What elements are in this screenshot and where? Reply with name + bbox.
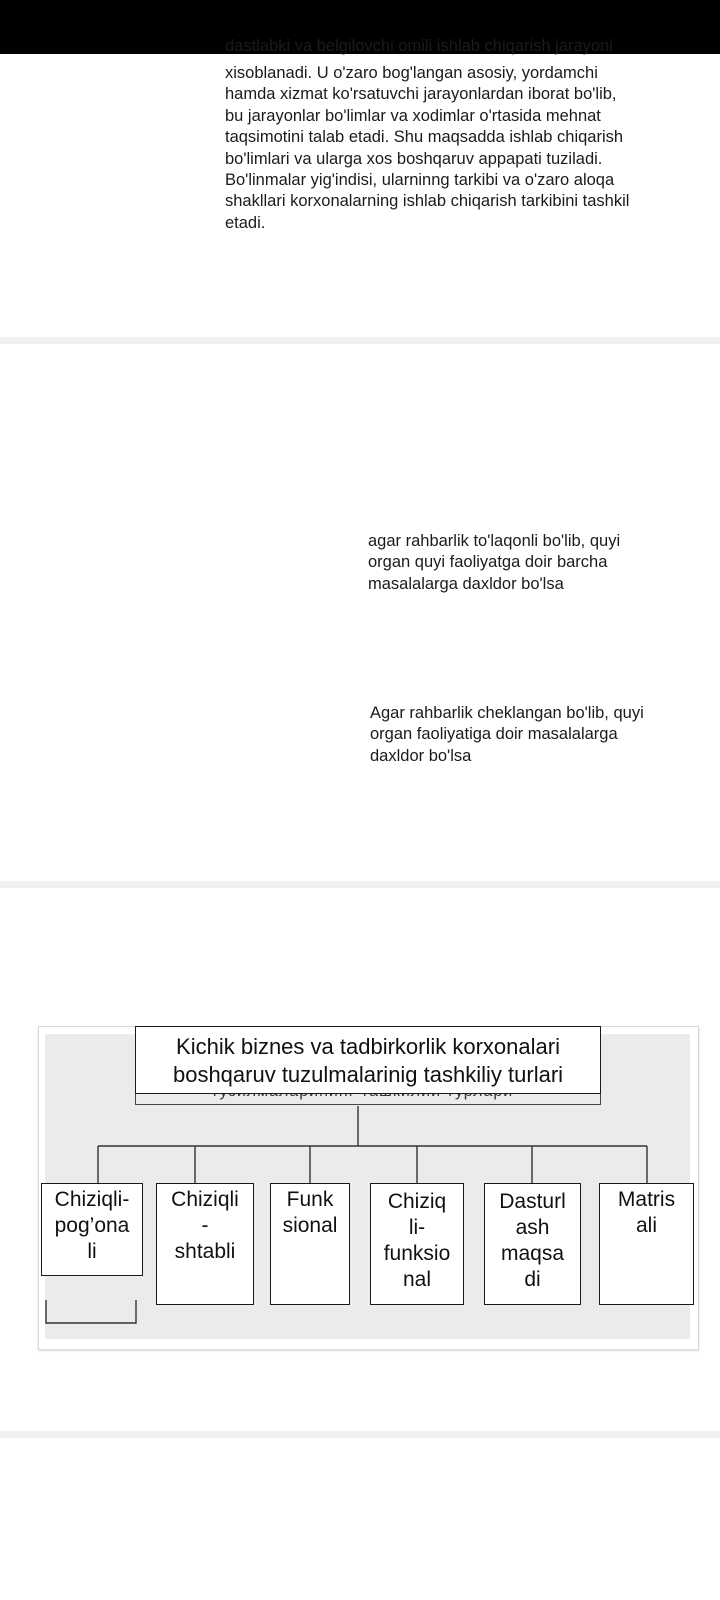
- note-line: organ quyi faoliyatga doir barcha: [368, 553, 608, 572]
- node-line: li-: [408, 1216, 426, 1239]
- diagram-root-node: [135, 1026, 601, 1094]
- paragraph-line: hamda xizmat ko'rsatuvchi jarayonlardan iborat bo'lib,: [225, 85, 617, 104]
- node-chiziqli-funksional: [370, 1183, 464, 1305]
- node-line: Chiziq: [387, 1190, 447, 1213]
- node-line: Funk: [286, 1188, 334, 1211]
- note-line: Agar rahbarlik cheklangan bo'lib, quyi: [370, 704, 644, 722]
- page-divider: [0, 1431, 720, 1438]
- paragraph-line: shakllari korxonalarning ishlab chiqarish tarkibini tashkil: [225, 192, 630, 211]
- clipped-line-text: dastlabki va belgilovchi omili ishlab chiqarish jarayoni: [225, 37, 613, 55]
- node-line: funksio: [383, 1242, 451, 1265]
- node-line: ali: [635, 1214, 657, 1237]
- root-line: boshqaruv tuzulmalarinig tashkiliy turlari: [172, 1062, 564, 1087]
- node-matritsali: [599, 1183, 694, 1305]
- node-line: sional: [282, 1214, 338, 1237]
- node-dasturlash-maqsadi: [484, 1183, 581, 1305]
- note-line: agar rahbarlik to'laqonli bo'lib, quyi: [368, 532, 621, 550]
- node-line: Chiziqli-: [54, 1188, 130, 1211]
- node-funksional: [270, 1183, 350, 1305]
- node-line: nal: [402, 1268, 432, 1291]
- node-line: pog’ona: [54, 1214, 130, 1237]
- paragraph-line: bo'limlari va ularga xos boshqaruv appapati tuziladi.: [225, 149, 603, 168]
- node-line: di: [524, 1268, 541, 1291]
- note-line: organ faoliyatiga doir masalalarga: [370, 725, 618, 744]
- root-box-underlay: [135, 1093, 601, 1105]
- paragraph-line: bu jarayonlar bo'limlar va xodimlar o'rtasida mehnat: [225, 106, 601, 125]
- node-line: Chiziqli: [171, 1188, 239, 1211]
- node-line: maqsa: [500, 1242, 565, 1265]
- paragraph-line: etadi.: [225, 213, 266, 232]
- note-line: masalalarga daxldor bo'lsa: [368, 574, 564, 593]
- note-line: daxldor bo'lsa: [370, 746, 472, 765]
- root-line: Kichik biznes va tadbirkorlik korxonalari: [176, 1034, 560, 1059]
- node-line: -: [201, 1214, 209, 1237]
- paragraph-line: Bo'linmalar yig'indisi, ularninng tarkibi va o'zaro aloqa: [225, 171, 615, 190]
- node-line: Dasturl: [499, 1190, 566, 1213]
- paragraph-line: taqsimotini talab etadi. Shu maqsadda ishlab chiqarish: [225, 128, 624, 147]
- paragraph-line: xisoblanadi. U o'zaro bog'langan asosiy, yordamchi: [225, 64, 598, 82]
- node-line: Matris: [617, 1188, 676, 1211]
- node-chiziqli-pogonali: [41, 1183, 143, 1276]
- node-line: li: [87, 1240, 97, 1263]
- node-line: ash: [515, 1216, 550, 1239]
- node-chiziqli-shtabli: [156, 1183, 254, 1305]
- node-line: shtabli: [174, 1240, 236, 1263]
